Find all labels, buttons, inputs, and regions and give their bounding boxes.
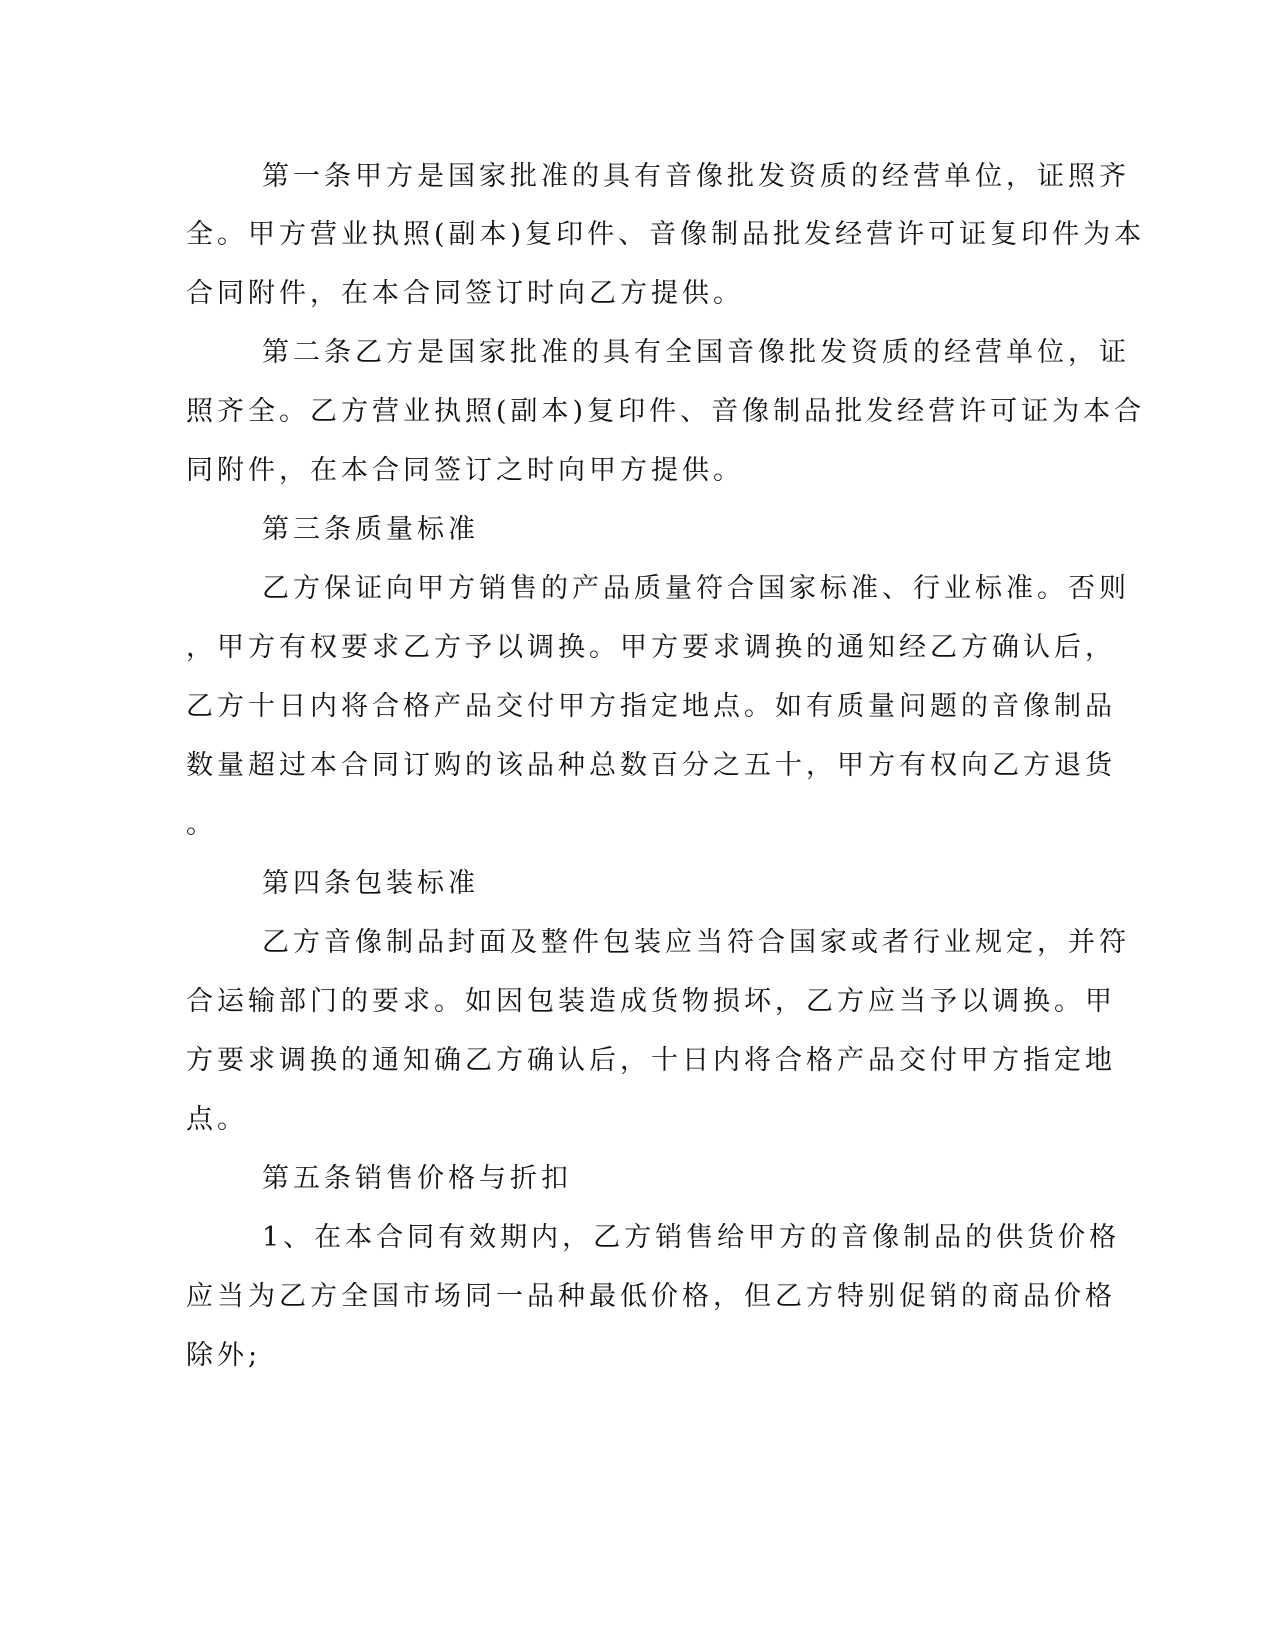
article-3-line-3: 乙方十日内将合格产品交付甲方指定地点。如有质量问题的音像制品 bbox=[186, 691, 1116, 722]
article-5-item-1-line-3: 除外; bbox=[186, 1340, 262, 1371]
article-4-line-3: 方要求调换的通知确乙方确认后，十日内将合格产品交付甲方指定地 bbox=[186, 1045, 1116, 1076]
article-3-line-4: 数量超过本合同订购的该品种总数百分之五十，甲方有权向乙方退货 bbox=[186, 750, 1116, 781]
article-5-heading: 第五条销售价格与折扣 bbox=[262, 1163, 572, 1194]
article-1-line-1: 第一条甲方是国家批准的具有音像批发资质的经营单位，证照齐 bbox=[262, 161, 1130, 192]
article-2-line-2: 照齐全。乙方营业执照(副本)复印件、音像制品批发经营许可证为本合 bbox=[186, 396, 1146, 427]
article-3-heading: 第三条质量标准 bbox=[262, 514, 479, 545]
article-1-line-2: 全。甲方营业执照(副本)复印件、音像制品批发经营许可证复印件为本 bbox=[186, 219, 1146, 250]
article-5-item-1-line-1: 1、在本合同有效期内，乙方销售给甲方的音像制品的供货价格 bbox=[262, 1222, 1121, 1253]
article-2-line-3: 同附件，在本合同签订之时向甲方提供。 bbox=[186, 455, 744, 486]
article-4-line-2: 合运输部门的要求。如因包装造成货物损坏，乙方应当予以调换。甲 bbox=[186, 986, 1116, 1017]
article-4-line-1: 乙方音像制品封面及整件包装应当符合国家或者行业规定，并符 bbox=[262, 927, 1130, 958]
article-4-heading: 第四条包装标准 bbox=[262, 868, 479, 899]
article-3-line-5: 。 bbox=[186, 809, 217, 840]
article-1-line-3: 合同附件，在本合同签订时向乙方提供。 bbox=[186, 278, 744, 309]
article-2-line-1: 第二条乙方是国家批准的具有全国音像批发资质的经营单位，证 bbox=[262, 337, 1130, 368]
article-5-item-1-line-2: 应当为乙方全国市场同一品种最低价格，但乙方特别促销的商品价格 bbox=[186, 1281, 1116, 1312]
article-3-line-1: 乙方保证向甲方销售的产品质量符合国家标准、行业标准。否则 bbox=[262, 573, 1130, 604]
article-3-line-2: ，甲方有权要求乙方予以调换。甲方要求调换的通知经乙方确认后， bbox=[186, 632, 1116, 663]
article-4-line-4: 点。 bbox=[186, 1104, 248, 1135]
